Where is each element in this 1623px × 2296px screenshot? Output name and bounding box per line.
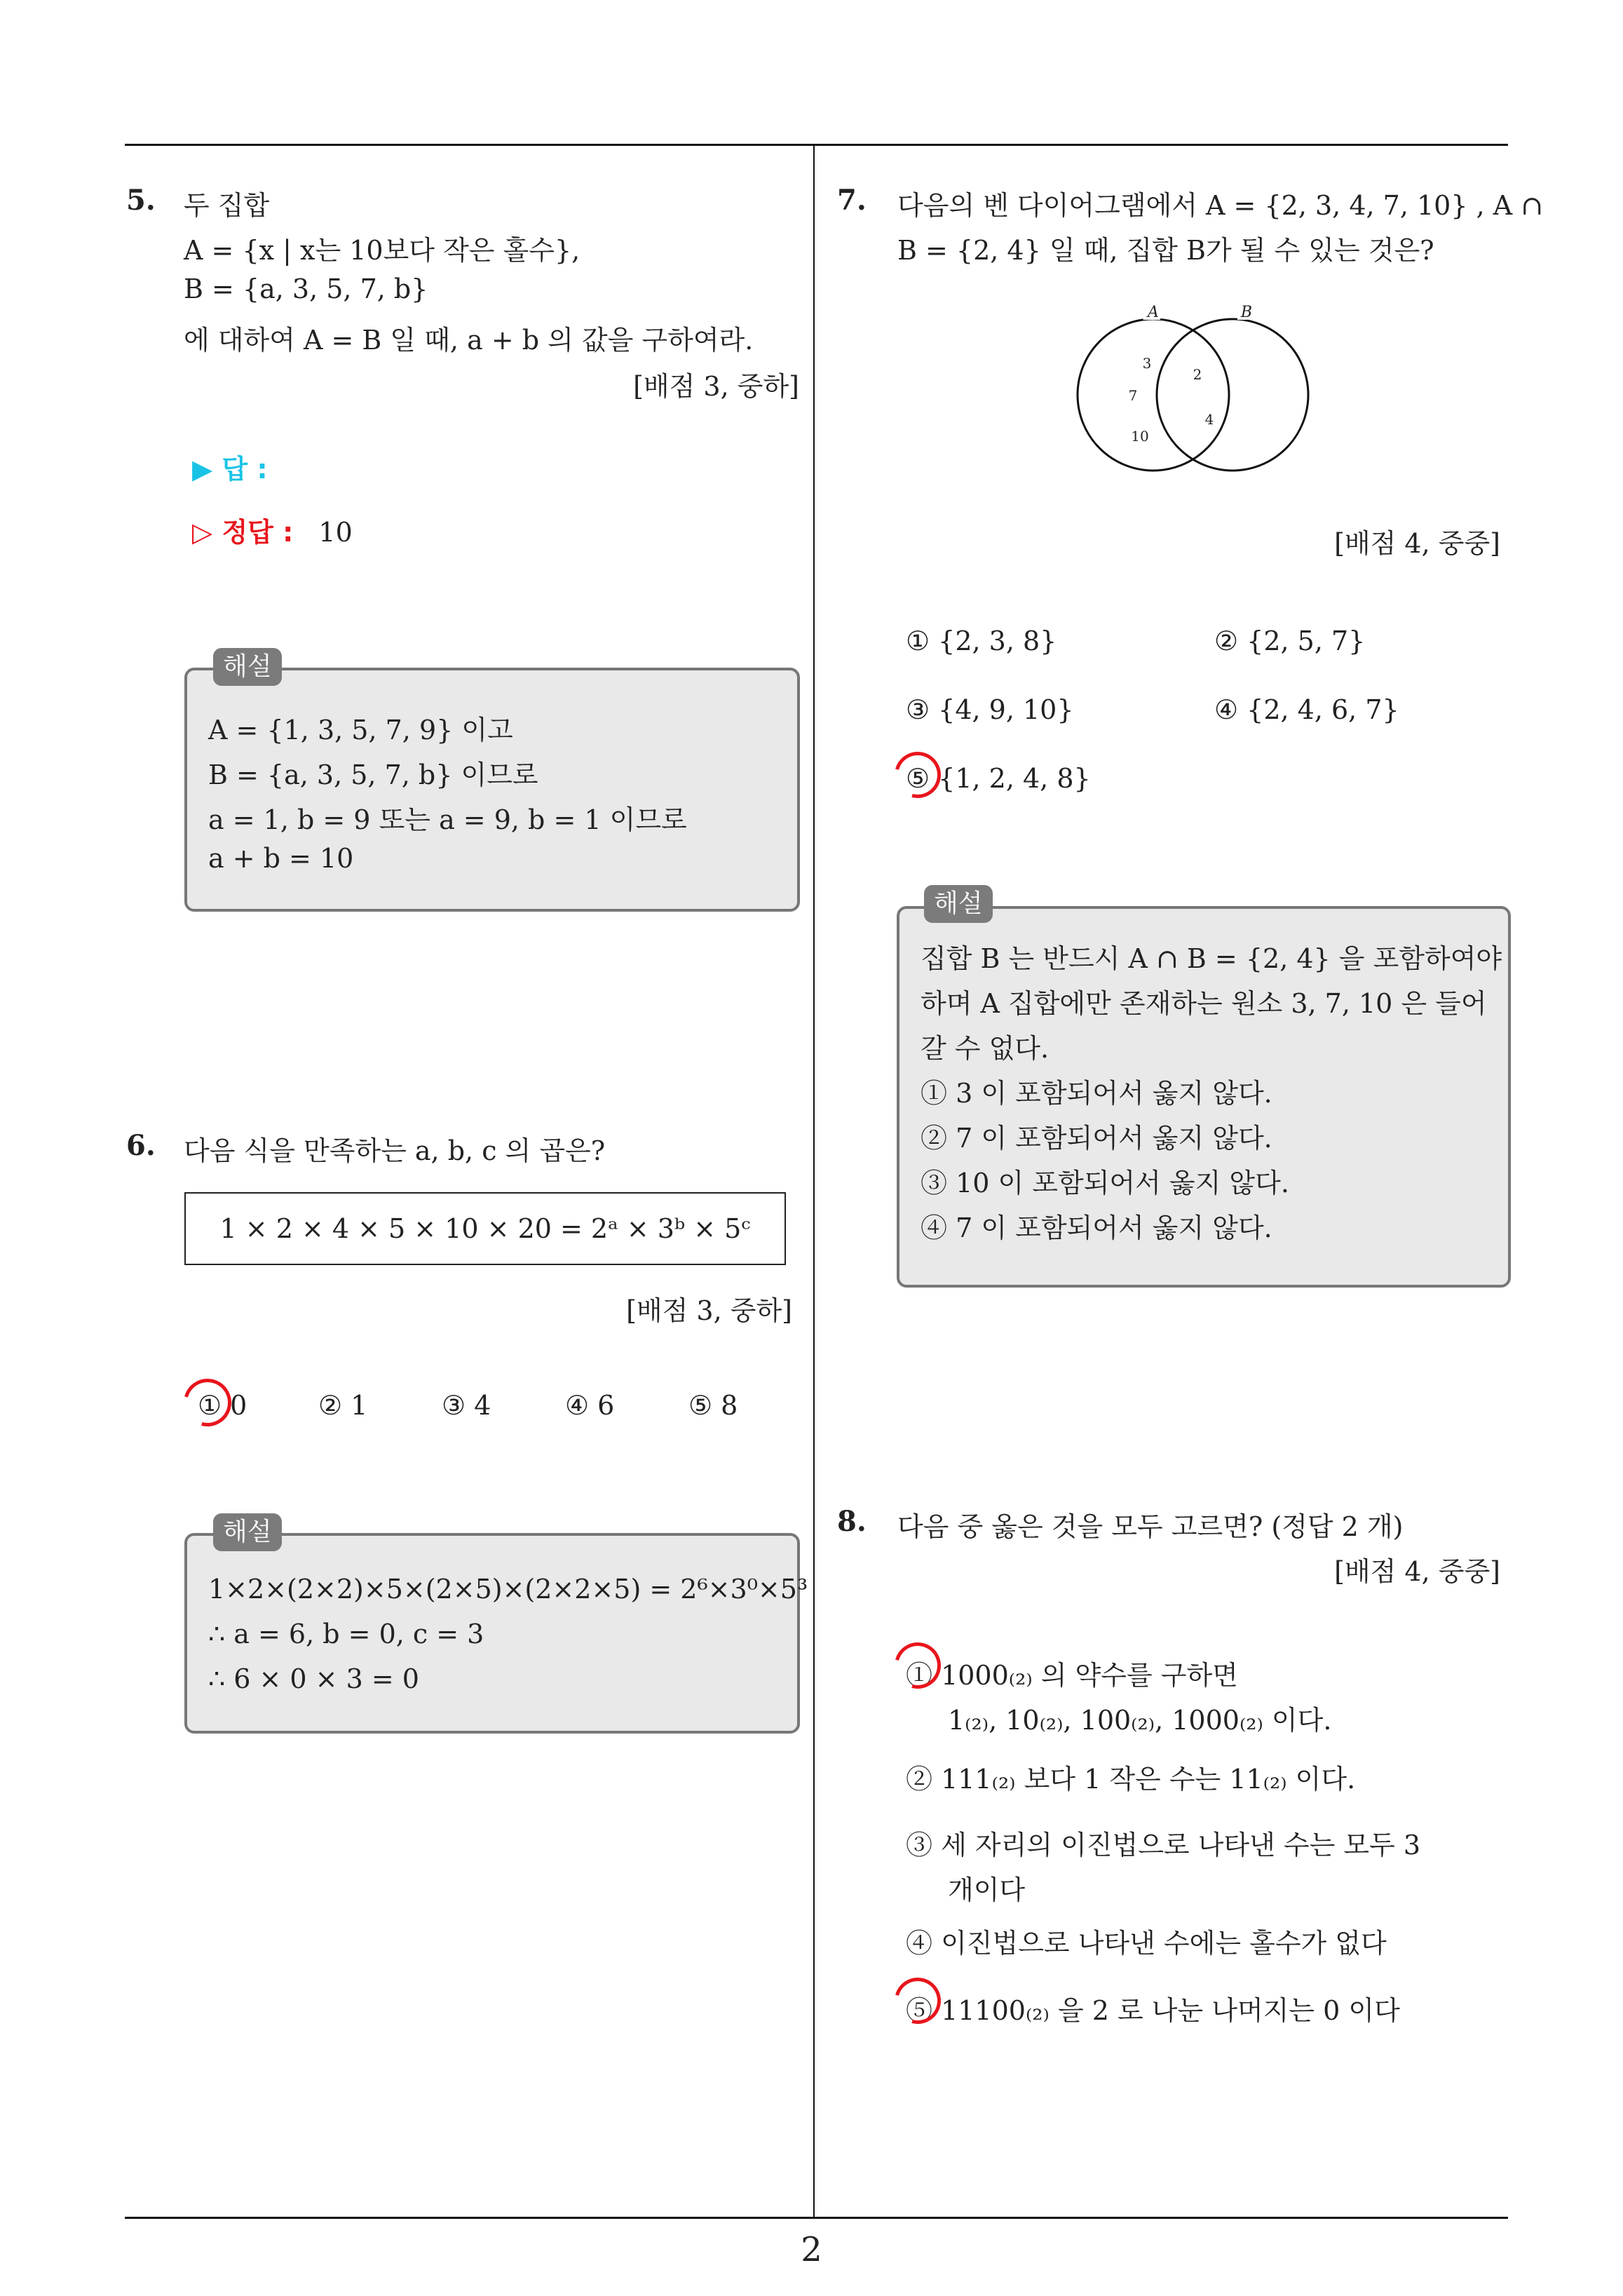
- q7-option-4[interactable]: ④ {2, 4, 6, 7}: [1214, 694, 1399, 725]
- venn-diagram: [1073, 298, 1339, 480]
- q6-expl-line-1: 1×2×(2×2)×5×(2×5)×(2×2×5) = 2⁶×3⁰×5³: [208, 1574, 808, 1605]
- q7-expl-line-2: 하며 A 집합에만 존재하는 원소 3, 7, 10 은 들어: [921, 988, 1487, 1019]
- q7-option-2[interactable]: ② {2, 5, 7}: [1214, 626, 1366, 656]
- q6-option-2[interactable]: ② 1: [318, 1390, 368, 1421]
- q5-line-3: B = {a, 3, 5, 7, b}: [184, 274, 428, 304]
- q7-expl-line-5: ② 7 이 포함되어서 옳지 않다.: [921, 1123, 1272, 1154]
- q8-option-3[interactable]: ③ 세 자리의 이진법으로 나타낸 수는 모두 3: [906, 1830, 1421, 1861]
- venn-a-only-1: 3: [1142, 355, 1152, 372]
- page-number: 2: [801, 2230, 822, 2269]
- q8-option-1-cont: 1₍₂₎, 10₍₂₎, 100₍₂₎, 1000₍₂₎ 이다.: [948, 1705, 1332, 1736]
- q7-explanation-box: [897, 906, 1511, 1288]
- q7-explanation-tag: 해설: [924, 885, 993, 923]
- q5-expl-line-1: A = {1, 3, 5, 7, 9} 이고: [208, 715, 513, 745]
- q8-option-3-cont: 개이다: [948, 1875, 1026, 1905]
- q6-option-5[interactable]: ⑤ 8: [688, 1390, 738, 1421]
- q7-expl-line-1: 집합 B 는 반드시 A ∩ B = {2, 4} 을 포함하여야: [921, 943, 1502, 974]
- q6-answer-mark: [175, 1370, 240, 1436]
- q5-expl-line-4: a + b = 10: [208, 843, 354, 874]
- q6-number: 6.: [126, 1129, 156, 1162]
- q5-answer-label: ▶ 답 :: [192, 454, 268, 485]
- q8-question: 다음 중 옳은 것을 모두 고르면? (정답 2 개): [897, 1511, 1404, 1542]
- venn-a-only-3: 10: [1131, 428, 1149, 445]
- q5-score: [배점 3, 중하]: [633, 371, 799, 402]
- q6-explanation-tag: 해설: [213, 1513, 282, 1551]
- q6-question: 다음 식을 만족하는 a, b, c 의 곱은?: [184, 1135, 606, 1166]
- q5-line-1: 두 집합: [184, 190, 270, 221]
- venn-circle-b: [1157, 319, 1308, 471]
- q5-line-4: 에 대하여 A = B 일 때, a + b 의 값을 구하여라.: [184, 325, 754, 356]
- q7-option-1[interactable]: ① {2, 3, 8}: [906, 626, 1057, 656]
- column-divider: [813, 145, 815, 2217]
- q8-score: [배점 4, 중중]: [1334, 1556, 1500, 1587]
- q5-expl-line-2: B = {a, 3, 5, 7, b} 이므로: [208, 759, 538, 790]
- q5-line-2: A = {x | x는 10보다 작은 홀수},: [184, 235, 580, 266]
- q6-option-1[interactable]: ① 0: [198, 1390, 247, 1421]
- q7-answer-mark: [886, 743, 949, 806]
- q5-correct-label: ▷ 정답 :: [192, 517, 294, 548]
- venn-label-b: B: [1240, 304, 1253, 321]
- q8-number: 8.: [837, 1505, 867, 1538]
- q7-option-5[interactable]: ⑤ {1, 2, 4, 8}: [906, 763, 1091, 794]
- q7-score: [배점 4, 중중]: [1334, 528, 1500, 559]
- q8-option-4[interactable]: ④ 이진법으로 나타낸 수에는 홀수가 없다: [906, 1928, 1387, 1959]
- q5-correct-value: 10: [318, 517, 353, 548]
- q7-expl-line-7: ④ 7 이 포함되어서 옳지 않다.: [921, 1213, 1272, 1243]
- q7-option-3[interactable]: ③ {4, 9, 10}: [906, 694, 1074, 725]
- q6-equation-box: 1 × 2 × 4 × 5 × 10 × 20 = 2ᵃ × 3ᵇ × 5ᶜ: [184, 1192, 786, 1265]
- q7-line-1: 다음의 벤 다이어그램에서 A = {2, 3, 4, 7, 10} , A ∩: [897, 190, 1544, 221]
- bottom-rule: [125, 2217, 1508, 2219]
- venn-circle-a: [1078, 319, 1229, 471]
- q8-option-1[interactable]: ① 1000₍₂₎ 의 약수를 구하면: [906, 1660, 1238, 1691]
- venn-a-only-2: 7: [1128, 387, 1138, 404]
- q7-expl-line-3: 갈 수 없다.: [921, 1033, 1050, 1064]
- q6-option-4[interactable]: ④ 6: [565, 1390, 615, 1421]
- top-rule: [125, 144, 1508, 146]
- q6-option-3[interactable]: ③ 4: [442, 1390, 491, 1421]
- q5-explanation-box: [184, 668, 800, 912]
- q7-expl-line-4: ① 3 이 포함되어서 옳지 않다.: [921, 1078, 1272, 1109]
- q6-explanation-box: [184, 1533, 808, 1734]
- q5-explanation-tag: 해설: [213, 648, 282, 686]
- q7-expl-line-6: ③ 10 이 포함되어서 옳지 않다.: [921, 1168, 1289, 1198]
- q6-expl-line-3: ∴ 6 × 0 × 3 = 0: [208, 1663, 419, 1694]
- q8-option-5[interactable]: ⑤ 11100₍₂₎ 을 2 로 나눈 나머지는 0 이다: [906, 1995, 1400, 2026]
- q6-score: [배점 3, 중하]: [626, 1295, 792, 1326]
- q7-number: 7.: [837, 184, 867, 217]
- venn-both-1: 2: [1193, 366, 1202, 383]
- venn-label-a: A: [1148, 304, 1159, 321]
- q7-line-2: B = {2, 4} 일 때, 집합 B가 될 수 있는 것은?: [897, 235, 1434, 266]
- q6-expl-line-2: ∴ a = 6, b = 0, c = 3: [208, 1619, 484, 1649]
- q5-number: 5.: [126, 184, 156, 217]
- q5-correct-row: [192, 511, 353, 549]
- venn-both-2: 4: [1204, 411, 1214, 428]
- q5-expl-line-3: a = 1, b = 9 또는 a = 9, b = 1 이므로: [208, 804, 687, 835]
- q8-option-2[interactable]: ② 111₍₂₎ 보다 1 작은 수는 11₍₂₎ 이다.: [906, 1764, 1356, 1795]
